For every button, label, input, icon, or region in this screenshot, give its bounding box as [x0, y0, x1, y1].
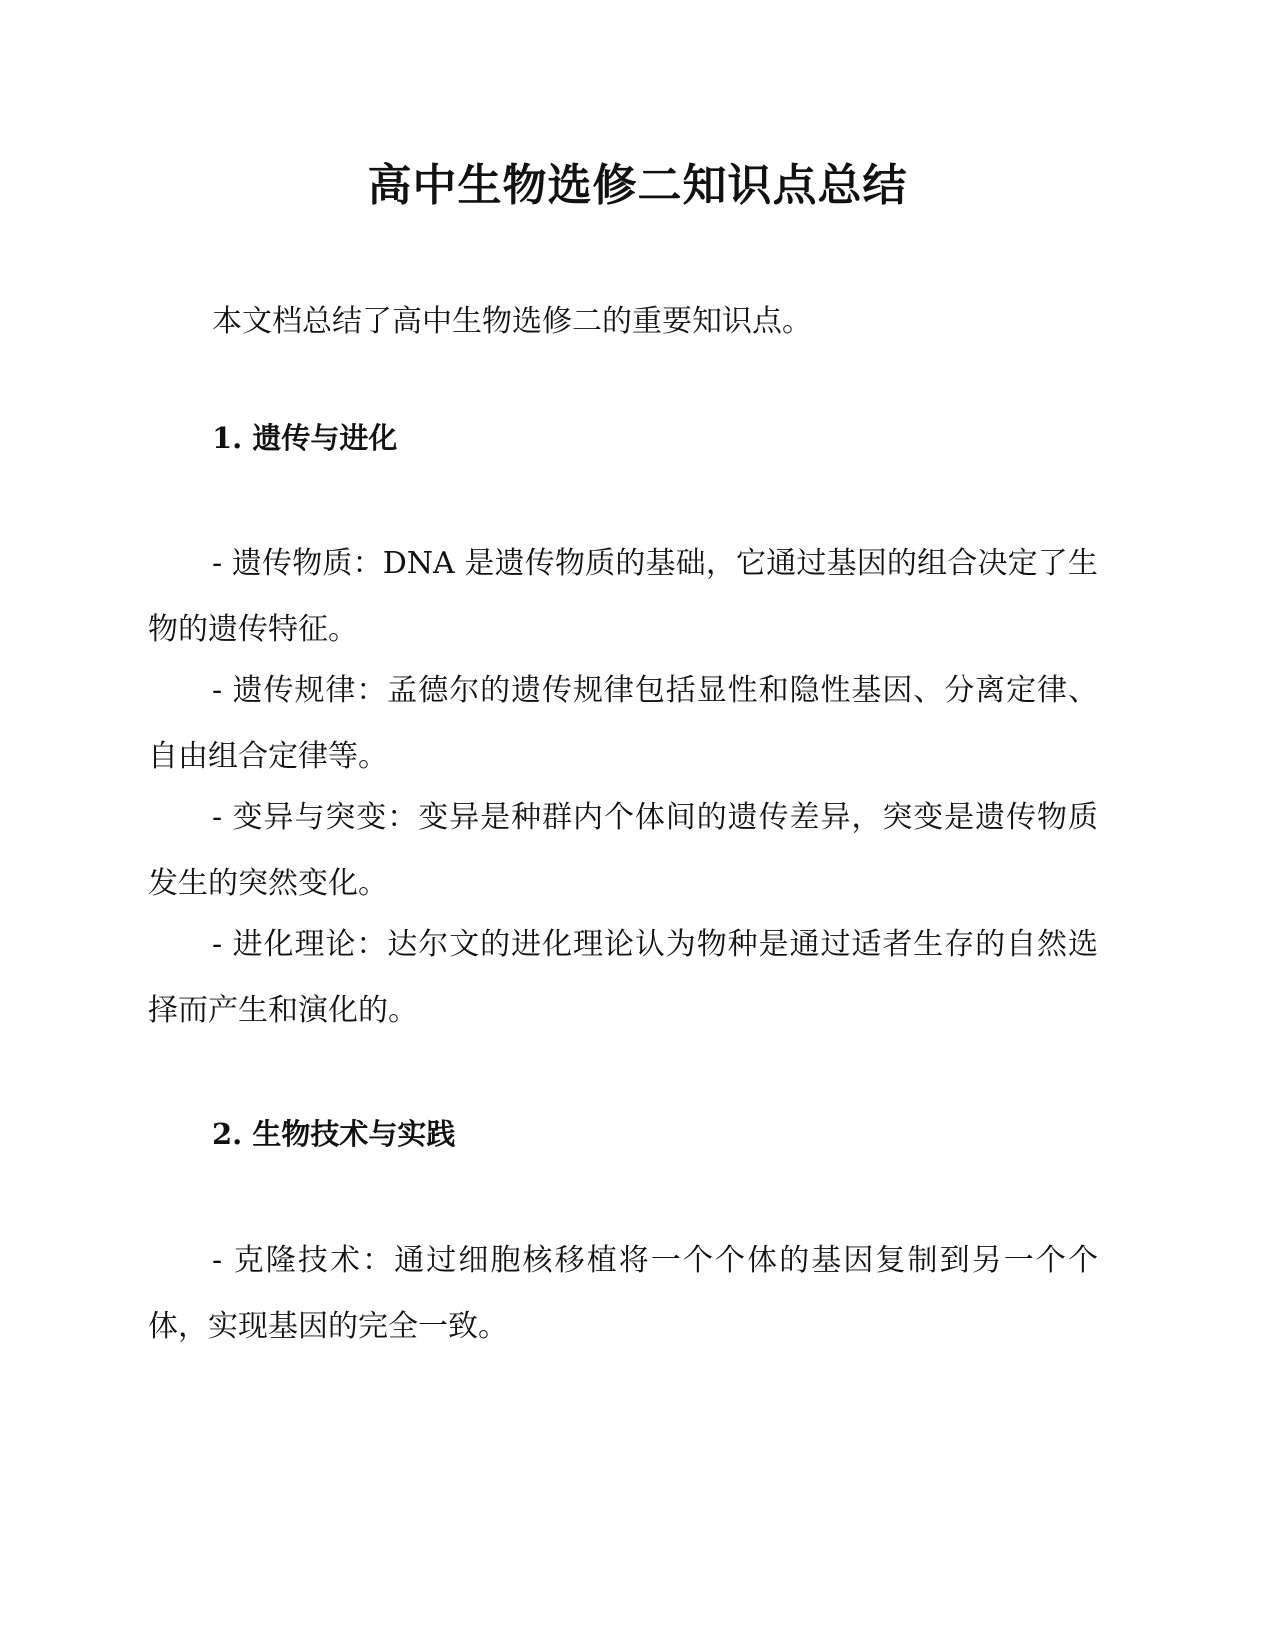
document-title: 高中生物选修二知识点总结: [367, 160, 908, 211]
intro-paragraph: 本文档总结了高中生物选修二的重要知识点。: [212, 304, 812, 339]
section-1-item-3: - 变异与突变：变异是种群内个体间的遗传差异，突变是遗传物质发生的突然变化。: [148, 800, 1098, 901]
section-title: 遗传与进化: [252, 421, 398, 455]
section-number: 1.: [212, 421, 243, 455]
section-1-item-2: - 遗传规律：孟德尔的遗传规律包括显性和隐性基因、分离定律、自由组合定律等。: [148, 673, 1098, 774]
section-heading-2: [212, 1114, 455, 1154]
section-title: 生物技术与实践: [252, 1117, 456, 1151]
section-1-item-4: - 进化理论：达尔文的进化理论认为物种是通过适者生存的自然选择而产生和演化的。: [148, 927, 1098, 1028]
section-number: 2.: [212, 1117, 243, 1151]
section-heading-1: [212, 418, 397, 458]
section-1-item-1: - 遗传物质：DNA 是遗传物质的基础，它通过基因的组合决定了生物的遗传特征。: [148, 546, 1098, 647]
section-2-item-1: - 克隆技术：通过细胞核移植将一个个体的基因复制到另一个个体，实现基因的完全一致。: [148, 1243, 1098, 1344]
